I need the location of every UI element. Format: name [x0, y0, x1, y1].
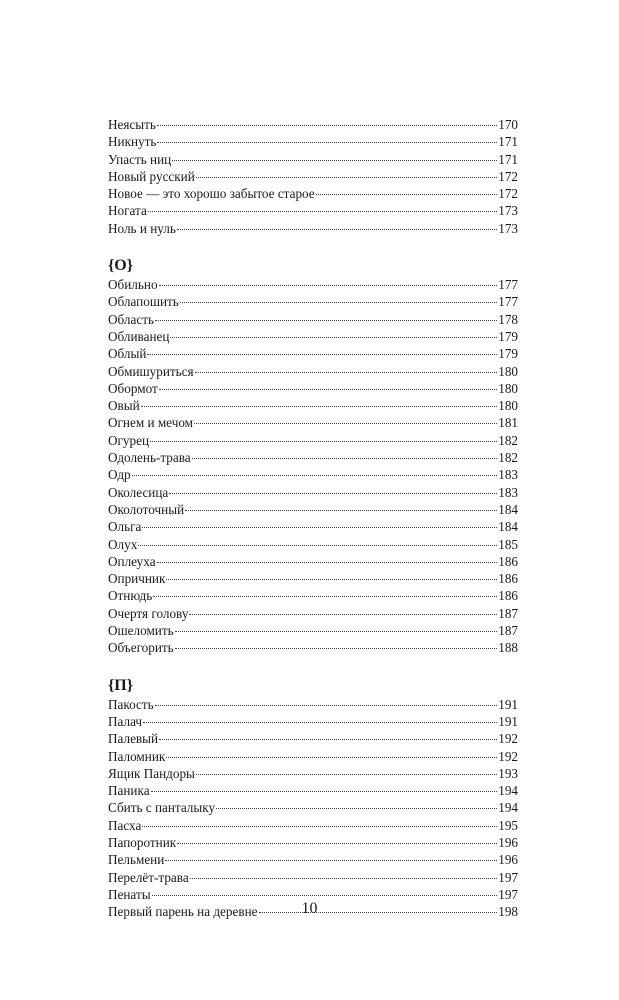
toc-entry — [108, 414, 518, 431]
entry-page: 194 — [498, 783, 518, 799]
dot-leader — [216, 808, 497, 809]
entry-page: 177 — [498, 277, 518, 293]
entry-title: Объегорить — [108, 640, 174, 656]
toc-entry — [108, 168, 518, 185]
dot-leader — [170, 337, 497, 338]
entry-page: 194 — [498, 800, 518, 816]
entry-page: 197 — [498, 869, 518, 885]
toc-entry — [108, 834, 518, 851]
dot-leader — [159, 285, 498, 286]
entry-title: Обмишуриться — [108, 363, 194, 379]
entry-page: 192 — [498, 731, 518, 747]
entry-title: Овый — [108, 398, 140, 414]
toc-section — [108, 256, 518, 657]
entry-page: 183 — [498, 484, 518, 500]
entry-title: Пасха — [108, 817, 142, 833]
dot-leader — [143, 722, 497, 723]
toc-entry — [108, 311, 518, 328]
dot-leader — [180, 302, 497, 303]
entry-title: Ошеломить — [108, 623, 174, 639]
toc-entry — [108, 817, 518, 834]
toc-entry — [108, 220, 518, 237]
entry-page: 184 — [498, 501, 518, 517]
entry-title: Обормот — [108, 380, 158, 396]
dot-leader — [153, 596, 497, 597]
toc-entry — [108, 116, 518, 133]
toc-entry — [108, 553, 518, 570]
entry-page: 172 — [498, 186, 518, 202]
entry-page: 195 — [498, 817, 518, 833]
entry-title: Околесица — [108, 484, 169, 500]
entry-title: Палач — [108, 713, 143, 729]
dot-leader — [316, 194, 498, 195]
section-heading: {П} — [108, 676, 134, 694]
entry-title: Одолень-трава — [108, 450, 191, 466]
entry-page: 180 — [498, 398, 518, 414]
entry-title: Обильно — [108, 277, 158, 293]
dot-leader — [148, 211, 497, 212]
toc-entry — [108, 851, 518, 868]
dot-leader — [157, 142, 497, 143]
entry-page: 187 — [498, 605, 518, 621]
toc-entry — [108, 799, 518, 816]
dot-leader — [189, 614, 497, 615]
entry-title: Одр — [108, 467, 131, 483]
entry-title: Облапошить — [108, 294, 179, 310]
entry-title: Облый — [108, 346, 147, 362]
entry-title: Ногата — [108, 203, 147, 219]
toc-entry — [108, 133, 518, 150]
entry-page: 173 — [498, 203, 518, 219]
entry-title: Пенаты — [108, 886, 151, 902]
entry-title: Неясыть — [108, 117, 156, 132]
dot-leader — [147, 354, 497, 355]
entry-page: 173 — [498, 220, 518, 236]
toc-entry — [108, 202, 518, 219]
toc-entry — [108, 466, 518, 483]
dot-leader — [159, 389, 497, 390]
toc-entry — [108, 293, 518, 310]
entry-page: 178 — [498, 311, 518, 327]
entry-title: Паника — [108, 783, 150, 799]
dot-leader — [196, 774, 497, 775]
entry-page: 183 — [498, 467, 518, 483]
dot-leader — [175, 631, 498, 632]
dot-leader — [142, 826, 497, 827]
entry-page: 196 — [498, 852, 518, 868]
entry-page: 196 — [498, 834, 518, 850]
entry-page: 186 — [498, 571, 518, 587]
dot-leader — [132, 475, 498, 476]
dot-leader — [185, 510, 497, 511]
table-of-contents — [108, 116, 518, 920]
entry-page: 171 — [498, 134, 518, 150]
dot-leader — [159, 739, 497, 740]
entry-page: 171 — [498, 151, 518, 167]
toc-entry — [108, 782, 518, 799]
dot-leader — [142, 527, 497, 528]
dot-leader — [177, 229, 497, 230]
dot-leader — [151, 791, 498, 792]
toc-entry — [108, 328, 518, 345]
page-number: 10 — [301, 900, 318, 917]
dot-leader — [175, 648, 498, 649]
entry-title: Огнем и мечом — [108, 415, 194, 431]
toc-entry — [108, 345, 518, 362]
entry-title: Ящик Пандоры — [108, 765, 195, 781]
dot-leader — [166, 757, 497, 758]
dot-leader — [194, 423, 497, 424]
toc-entry — [108, 449, 518, 466]
toc-entry — [108, 605, 518, 622]
entry-title: Новый русский — [108, 168, 195, 184]
dot-leader — [195, 372, 498, 373]
entry-page: 186 — [498, 553, 518, 569]
entry-page: 181 — [498, 415, 518, 431]
entry-title: Опричник — [108, 571, 166, 587]
toc-entry — [108, 380, 518, 397]
entry-page: 179 — [498, 328, 518, 344]
entry-title: Олух — [108, 536, 138, 552]
entry-page: 192 — [498, 748, 518, 764]
entry-title: Пакость — [108, 696, 154, 712]
entry-page: 184 — [498, 519, 518, 535]
toc-entry — [108, 696, 518, 713]
entry-title: Новое — это хорошо забытое старое — [108, 186, 315, 202]
toc-entry — [108, 518, 518, 535]
entry-page: 185 — [498, 536, 518, 552]
dot-leader — [150, 441, 497, 442]
entry-title: Папоротник — [108, 834, 177, 850]
entry-title: Палевый — [108, 731, 159, 747]
dot-leader — [169, 493, 497, 494]
toc-entry — [108, 869, 518, 886]
toc-entry — [108, 397, 518, 414]
entry-page: 172 — [498, 168, 518, 184]
entry-page: 197 — [498, 886, 518, 902]
entry-title: Перелёт-трава — [108, 869, 189, 885]
toc-entry — [108, 151, 518, 168]
toc-entry — [108, 484, 518, 501]
entry-title: Первый парень на деревне — [108, 904, 258, 920]
entry-page: 170 — [498, 117, 518, 132]
entry-page: 187 — [498, 623, 518, 639]
toc-entry — [108, 276, 518, 293]
dot-leader — [152, 895, 498, 896]
entry-page: 179 — [498, 346, 518, 362]
entry-title: Пельмени — [108, 852, 165, 868]
toc-entry — [108, 622, 518, 639]
entry-title: Паломник — [108, 748, 166, 764]
dot-leader — [155, 320, 497, 321]
toc-entry — [108, 501, 518, 518]
toc-entry — [108, 765, 518, 782]
dot-leader — [192, 458, 498, 459]
entry-page: 186 — [498, 588, 518, 604]
entry-title: Упасть ниц — [108, 151, 172, 167]
dot-leader — [172, 160, 497, 161]
entry-page: 191 — [498, 696, 518, 712]
dot-leader — [196, 177, 497, 178]
entry-title: Ноль и нуль — [108, 220, 176, 236]
entry-title: Оплеуха — [108, 553, 156, 569]
dot-leader — [190, 878, 498, 879]
toc-entry — [108, 730, 518, 747]
dot-leader — [166, 579, 497, 580]
entry-page: 188 — [498, 640, 518, 656]
entry-title: Околоточный — [108, 501, 185, 517]
toc-section — [108, 116, 518, 237]
dot-leader — [157, 125, 497, 126]
dot-leader — [138, 545, 497, 546]
toc-entry — [108, 639, 518, 656]
toc-entry — [108, 363, 518, 380]
toc-entry — [108, 536, 518, 553]
dot-leader — [155, 705, 498, 706]
entry-title: Ольга — [108, 519, 142, 535]
entry-page: 191 — [498, 713, 518, 729]
entry-page: 180 — [498, 380, 518, 396]
entry-page: 182 — [498, 450, 518, 466]
toc-entry — [108, 587, 518, 604]
entry-page: 182 — [498, 432, 518, 448]
toc-entry — [108, 432, 518, 449]
dot-leader — [157, 562, 498, 563]
entry-title: Огурец — [108, 432, 150, 448]
entry-title: Область — [108, 311, 154, 327]
toc-entry — [108, 713, 518, 730]
section-heading: {О} — [108, 257, 134, 275]
entry-page: 198 — [498, 904, 518, 920]
toc-section — [108, 676, 518, 921]
toc-entry — [108, 748, 518, 765]
entry-title: Отнюдь — [108, 588, 153, 604]
entry-page: 177 — [498, 294, 518, 310]
dot-leader — [177, 843, 497, 844]
toc-entry — [108, 185, 518, 202]
entry-page: 180 — [498, 363, 518, 379]
entry-page: 193 — [498, 765, 518, 781]
dot-leader — [165, 860, 497, 861]
dot-leader — [141, 406, 498, 407]
toc-entry — [108, 570, 518, 587]
entry-title: Обливанец — [108, 328, 170, 344]
entry-title: Очертя голову — [108, 605, 189, 621]
entry-title: Сбить с панталыку — [108, 800, 216, 816]
entry-title: Никнуть — [108, 134, 157, 150]
